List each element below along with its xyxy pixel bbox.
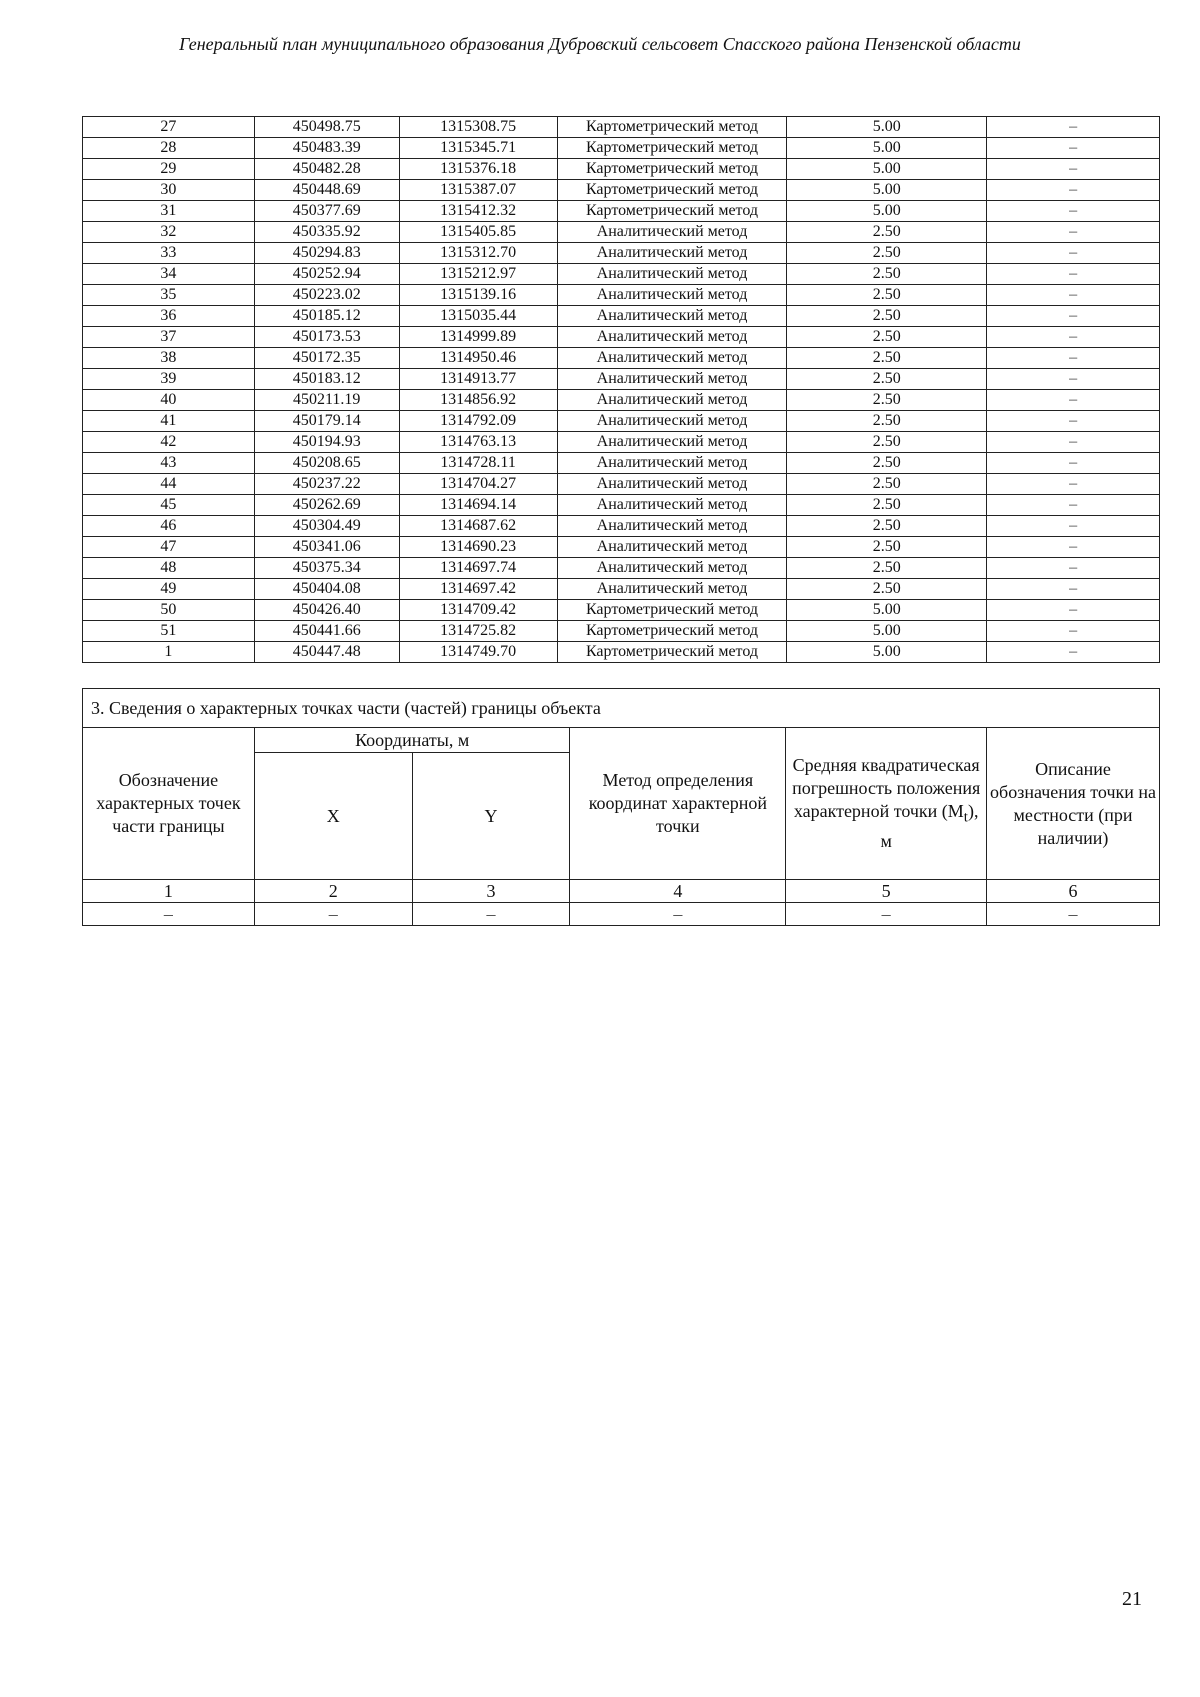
coordinates-table <box>82 116 1160 663</box>
col-error-header: Средняя квадратическая погрешность положения характерной точки $(M_t)$, м <box>786 728 987 880</box>
desc-cell: – <box>987 243 1160 264</box>
method-cell: Аналитический метод <box>557 453 787 474</box>
empty-cell: – <box>987 903 1160 926</box>
method-cell: Картометрический метод <box>557 621 787 642</box>
method-cell: Аналитический метод <box>557 495 787 516</box>
x-cell: 450172.35 <box>254 348 399 369</box>
y-cell: 1314704.27 <box>399 474 557 495</box>
error-cell: 5.00 <box>787 117 987 138</box>
empty-cell: – <box>83 903 255 926</box>
table-row <box>83 138 1160 159</box>
y-cell: 1315308.75 <box>399 117 557 138</box>
desc-cell: – <box>987 306 1160 327</box>
table-row <box>83 432 1160 453</box>
point-cell: 35 <box>83 285 255 306</box>
point-cell: 32 <box>83 222 255 243</box>
desc-cell: – <box>987 621 1160 642</box>
point-cell: 42 <box>83 432 255 453</box>
error-cell: 2.50 <box>787 327 987 348</box>
point-cell: 38 <box>83 348 255 369</box>
col-number: 5 <box>786 880 987 903</box>
desc-cell: – <box>987 159 1160 180</box>
col-number: 2 <box>254 880 412 903</box>
error-cell: 2.50 <box>787 453 987 474</box>
desc-cell: – <box>987 117 1160 138</box>
desc-cell: – <box>987 264 1160 285</box>
error-cell: 5.00 <box>787 138 987 159</box>
x-cell: 450179.14 <box>254 411 399 432</box>
x-cell: 450194.93 <box>254 432 399 453</box>
table-row <box>83 222 1160 243</box>
method-cell: Аналитический метод <box>557 369 787 390</box>
point-cell: 50 <box>83 600 255 621</box>
desc-cell: – <box>987 453 1160 474</box>
method-cell: Аналитический метод <box>557 390 787 411</box>
desc-cell: – <box>987 516 1160 537</box>
table-row <box>83 201 1160 222</box>
x-cell: 450173.53 <box>254 327 399 348</box>
error-cell: 5.00 <box>787 201 987 222</box>
col-number: 1 <box>83 880 255 903</box>
y-cell: 1314690.23 <box>399 537 557 558</box>
y-cell: 1314749.70 <box>399 642 557 663</box>
method-cell: Картометрический метод <box>557 117 787 138</box>
col-coords-header: Координаты, м <box>254 728 570 753</box>
x-cell: 450482.28 <box>254 159 399 180</box>
method-cell: Аналитический метод <box>557 348 787 369</box>
y-cell: 1314763.13 <box>399 432 557 453</box>
y-cell: 1314697.42 <box>399 579 557 600</box>
method-cell: Картометрический метод <box>557 201 787 222</box>
desc-cell: – <box>987 642 1160 663</box>
page-number: 21 <box>1122 1588 1142 1610</box>
method-cell: Аналитический метод <box>557 411 787 432</box>
y-cell: 1315376.18 <box>399 159 557 180</box>
col-number: 3 <box>412 880 570 903</box>
method-cell: Аналитический метод <box>557 264 787 285</box>
desc-cell: – <box>987 222 1160 243</box>
x-cell: 450341.06 <box>254 537 399 558</box>
error-cell: 2.50 <box>787 432 987 453</box>
method-cell: Картометрический метод <box>557 600 787 621</box>
point-cell: 48 <box>83 558 255 579</box>
y-cell: 1315139.16 <box>399 285 557 306</box>
table-row <box>83 264 1160 285</box>
point-cell: 36 <box>83 306 255 327</box>
method-cell: Аналитический метод <box>557 537 787 558</box>
table-row <box>83 159 1160 180</box>
x-cell: 450335.92 <box>254 222 399 243</box>
table-row <box>83 348 1160 369</box>
point-cell: 40 <box>83 390 255 411</box>
table-row <box>83 369 1160 390</box>
y-cell: 1314697.74 <box>399 558 557 579</box>
point-cell: 41 <box>83 411 255 432</box>
error-cell: 2.50 <box>787 285 987 306</box>
x-cell: 450185.12 <box>254 306 399 327</box>
desc-cell: – <box>987 474 1160 495</box>
error-cell: 2.50 <box>787 411 987 432</box>
table-row <box>83 474 1160 495</box>
desc-cell: – <box>987 138 1160 159</box>
y-cell: 1314856.92 <box>399 390 557 411</box>
x-cell: 450208.65 <box>254 453 399 474</box>
error-cell: 2.50 <box>787 516 987 537</box>
error-cell: 5.00 <box>787 642 987 663</box>
x-cell: 450211.19 <box>254 390 399 411</box>
x-cell: 450252.94 <box>254 264 399 285</box>
table-row <box>83 642 1160 663</box>
col-number: 6 <box>987 880 1160 903</box>
error-cell: 2.50 <box>787 243 987 264</box>
desc-cell: – <box>987 285 1160 306</box>
x-cell: 450377.69 <box>254 201 399 222</box>
y-cell: 1314913.77 <box>399 369 557 390</box>
desc-cell: – <box>987 369 1160 390</box>
y-cell: 1314709.42 <box>399 600 557 621</box>
point-cell: 27 <box>83 117 255 138</box>
desc-cell: – <box>987 600 1160 621</box>
point-cell: 39 <box>83 369 255 390</box>
point-cell: 34 <box>83 264 255 285</box>
point-cell: 33 <box>83 243 255 264</box>
method-cell: Аналитический метод <box>557 243 787 264</box>
method-cell: Аналитический метод <box>557 516 787 537</box>
point-cell: 1 <box>83 642 255 663</box>
point-cell: 47 <box>83 537 255 558</box>
table-row <box>83 579 1160 600</box>
point-cell: 29 <box>83 159 255 180</box>
x-cell: 450183.12 <box>254 369 399 390</box>
x-cell: 450294.83 <box>254 243 399 264</box>
table-row <box>83 327 1160 348</box>
method-cell: Аналитический метод <box>557 558 787 579</box>
y-cell: 1315412.32 <box>399 201 557 222</box>
col-y-header: Y <box>412 753 570 880</box>
y-cell: 1315405.85 <box>399 222 557 243</box>
error-cell: 5.00 <box>787 600 987 621</box>
y-cell: 1314725.82 <box>399 621 557 642</box>
error-cell: 2.50 <box>787 222 987 243</box>
error-cell: 2.50 <box>787 306 987 327</box>
method-cell: Аналитический метод <box>557 327 787 348</box>
col-point-header: Обозначение характерных точек части границы <box>83 728 255 880</box>
desc-cell: – <box>987 327 1160 348</box>
y-cell: 1314792.09 <box>399 411 557 432</box>
method-cell: Аналитический метод <box>557 285 787 306</box>
point-cell: 31 <box>83 201 255 222</box>
desc-cell: – <box>987 201 1160 222</box>
error-cell: 2.50 <box>787 390 987 411</box>
empty-cell: – <box>412 903 570 926</box>
error-cell: 2.50 <box>787 474 987 495</box>
error-cell: 2.50 <box>787 537 987 558</box>
table-row <box>83 285 1160 306</box>
col-desc-header: Описание обозначения точки на местности (при наличии) <box>987 728 1160 880</box>
table-row <box>83 390 1160 411</box>
y-cell: 1315312.70 <box>399 243 557 264</box>
empty-cell: – <box>786 903 987 926</box>
method-cell: Аналитический метод <box>557 579 787 600</box>
desc-cell: – <box>987 537 1160 558</box>
error-cell: 2.50 <box>787 558 987 579</box>
x-cell: 450448.69 <box>254 180 399 201</box>
error-cell: 2.50 <box>787 495 987 516</box>
y-cell: 1314999.89 <box>399 327 557 348</box>
table-row <box>83 600 1160 621</box>
point-cell: 28 <box>83 138 255 159</box>
y-cell: 1314728.11 <box>399 453 557 474</box>
method-cell: Аналитический метод <box>557 474 787 495</box>
point-cell: 37 <box>83 327 255 348</box>
table-row <box>83 411 1160 432</box>
error-cell: 5.00 <box>787 621 987 642</box>
y-cell: 1315387.07 <box>399 180 557 201</box>
point-cell: 49 <box>83 579 255 600</box>
empty-cell: – <box>254 903 412 926</box>
table-row <box>83 621 1160 642</box>
error-cell: 2.50 <box>787 579 987 600</box>
table-row <box>83 495 1160 516</box>
method-cell: Картометрический метод <box>557 138 787 159</box>
method-cell: Картометрический метод <box>557 159 787 180</box>
x-cell: 450441.66 <box>254 621 399 642</box>
col-x-header: X <box>254 753 412 880</box>
y-cell: 1315212.97 <box>399 264 557 285</box>
method-cell: Аналитический метод <box>557 306 787 327</box>
x-cell: 450498.75 <box>254 117 399 138</box>
point-cell: 46 <box>83 516 255 537</box>
y-cell: 1314694.14 <box>399 495 557 516</box>
method-cell: Аналитический метод <box>557 432 787 453</box>
x-cell: 450262.69 <box>254 495 399 516</box>
x-cell: 450483.39 <box>254 138 399 159</box>
method-cell: Аналитический метод <box>557 222 787 243</box>
y-cell: 1314687.62 <box>399 516 557 537</box>
method-cell: Картометрический метод <box>557 642 787 663</box>
x-cell: 450375.34 <box>254 558 399 579</box>
desc-cell: – <box>987 495 1160 516</box>
point-cell: 30 <box>83 180 255 201</box>
y-cell: 1315035.44 <box>399 306 557 327</box>
col-number: 4 <box>570 880 786 903</box>
desc-cell: – <box>987 180 1160 201</box>
y-cell: 1315345.71 <box>399 138 557 159</box>
table-row <box>83 306 1160 327</box>
section3-title: 3. Сведения о характерных точках части (частей) границы объекта <box>83 689 1160 728</box>
col-method-header: Метод определения координат характерной точки <box>570 728 786 880</box>
table-row <box>83 516 1160 537</box>
table-row <box>83 558 1160 579</box>
point-cell: 43 <box>83 453 255 474</box>
table-row <box>83 537 1160 558</box>
table-row <box>83 180 1160 201</box>
x-cell: 450304.49 <box>254 516 399 537</box>
error-cell: 5.00 <box>787 180 987 201</box>
desc-cell: – <box>987 348 1160 369</box>
table-row <box>83 453 1160 474</box>
point-cell: 51 <box>83 621 255 642</box>
x-cell: 450237.22 <box>254 474 399 495</box>
point-cell: 45 <box>83 495 255 516</box>
empty-cell: – <box>570 903 786 926</box>
section3-table <box>82 688 1160 926</box>
table-row <box>83 243 1160 264</box>
point-cell: 44 <box>83 474 255 495</box>
x-cell: 450404.08 <box>254 579 399 600</box>
error-cell: 2.50 <box>787 369 987 390</box>
table-row <box>83 117 1160 138</box>
x-cell: 450223.02 <box>254 285 399 306</box>
error-cell: 2.50 <box>787 264 987 285</box>
method-cell: Картометрический метод <box>557 180 787 201</box>
y-cell: 1314950.46 <box>399 348 557 369</box>
desc-cell: – <box>987 432 1160 453</box>
x-cell: 450426.40 <box>254 600 399 621</box>
desc-cell: – <box>987 558 1160 579</box>
error-cell: 5.00 <box>787 159 987 180</box>
page-header: Генеральный план муниципального образования Дубровский сельсовет Спасского района Пензенской области <box>179 34 1021 54</box>
x-cell: 450447.48 <box>254 642 399 663</box>
error-cell: 2.50 <box>787 348 987 369</box>
desc-cell: – <box>987 411 1160 432</box>
desc-cell: – <box>987 390 1160 411</box>
desc-cell: – <box>987 579 1160 600</box>
